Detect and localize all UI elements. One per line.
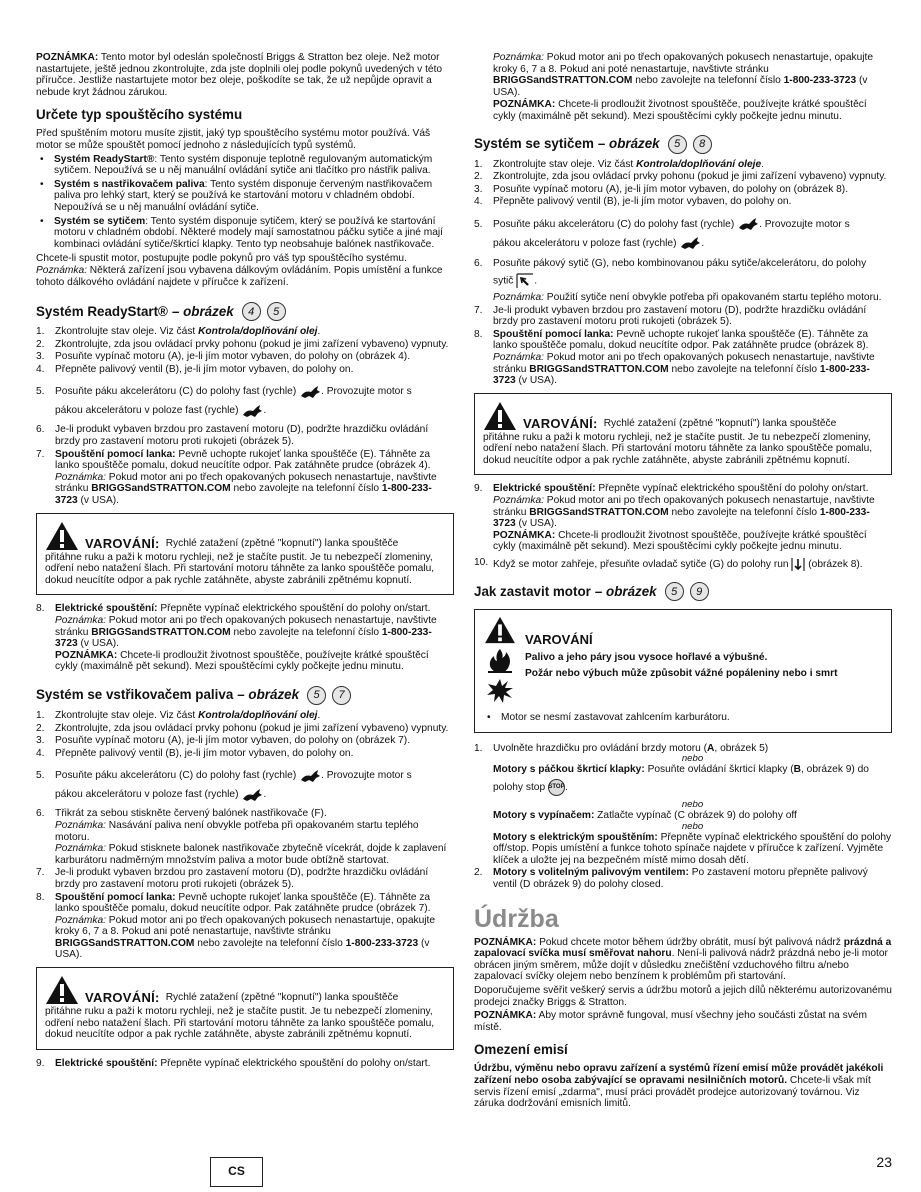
list-item: 8. Spouštění pomocí lanka: Pevně uchopte rukojeť lanka spouštěče (E). Táhněte za lanko spouštěče pomalu, dokud neucítíte odpor. Pak zatáhněte prudce (obrázek 7). Poznámka: Pokud motor ani po třech opakovaných pokusech nenastartuje, opakujte kroky 6, 7 a 8. Pokud ani poté nenastartuje, navštivte stránku BRIGGSandSTRATTON.COM nebo zavolejte na telefonní číslo 1-800-233-3723 (v USA). [36, 891, 436, 961]
list-item: 8. Elektrické spouštění: Přepněte vypínač elektrického spouštění do polohy on/start. Poznámka: Pokud motor ani po třech opakovaných pokusech nenastartuje, navštivte stránku BRIGGSandSTRATTON.COM nebo zavolejte na telefonní číslo 1-800-233-3723 (v USA). POZNÁMKA: Chcete-li prodloužit životnost spouštěče, používejte krátké spouštěcí cykly (maximálně pět sekund). Mezi spouštěcími cykly počkejte jednu minutu. [36, 603, 437, 673]
list-item: 6. Posuňte pákový sytič (G), nebo kombinovanou páku sytiče/akcelerátoru, do polohy sytič . Poznámka: Použití sytiče není obvykle potřeba při opakovaném startu teplého motoru. [474, 257, 882, 303]
choke-steps [474, 159, 892, 387]
figure-ref: 7 [332, 686, 351, 705]
list-item: 10. Když se motor zahřeje, přesuňte ovladač sytiče (G) do polohy run (obrázek 8). [474, 557, 863, 571]
starter-type-list [36, 154, 454, 251]
starter-type-note: Poznámka: Některá zařízení jsou vybavena dálkovým ovládáním. Popis umístění a funkce tohoto dálkového ovládání najdete v příručce k zařízení. [36, 264, 443, 288]
rabbit-icon [241, 403, 263, 419]
list-item: 6. Je-li produkt vybaven brzdou pro zastavení motoru (D), podržte hrazdičku ovládání brzdy pro zastavení motoru proti rukojeti (obrázek 5). [36, 424, 429, 448]
heading-starter-type: Určete typ spouštěcího systému [36, 107, 243, 123]
list-item: 1. Zkontrolujte stav oleje. Viz část Kontrola/doplňování olej. [36, 326, 321, 338]
list-item: 7. Je-li produkt vybaven brzdou pro zastavení motoru (D), podržte hrazdičku ovládání brzdy pro zastavení motoru proti rukojeti (obrázek 5). [36, 867, 429, 890]
list-item: 2. Zkontrolujte, zda jsou ovládací prvky pohonu (pokud je jimi zařízení vybaveno) vypnuty. [36, 338, 449, 350]
rabbit-icon [679, 235, 701, 251]
starter-type-after: Chcete-li spustit motor, postupujte podle pokynů pro váš typ spouštěcího systému. [36, 253, 407, 265]
list-item: 9. Elektrické spouštění: Přepněte vypínač elektrického spouštění do polohy on/start. Poznámka: Pokud motor ani po třech opakovaných pokusech nenastartuje, navštivte stránku BRIGGSandSTRATTON.COM nebo zavolejte na telefonní číslo 1-800-233-3723 (v USA). POZNÁMKA: Chcete-li prodloužit životnost spouštěče, používejte krátké spouštěcí cykly (maximálně pět sekund). Mezi spouštěcími cykly počkejte jednu minutu. [474, 483, 875, 553]
list-item: 7. Spouštění pomocí lanka: Pevně uchopte rukojeť lanka spouštěče (E). Táhněte za lanko spouštěče pomalu, dokud neucítíte odpor. Pak zatáhněte prudce (obrázek 4). Poznámka: Pokud motor ani po třech opakovaných pokusech nenastartuje, navštivte stránku BRIGGSandSTRATTON.COM nebo zavolejte na telefonní číslo 1-800-233-3723 (v USA). [36, 448, 437, 507]
list-item: 5. Posuňte páku akcelerátoru (C) do polohy fast (rychle) . Provozujte motor s pákou akcelerátoru v poloze fast (rychle) . [474, 215, 892, 253]
list-item: 3. Posuňte vypínač motoru (A), je-li jím motor vybaven, do polohy on (obrázek 4). [36, 351, 411, 363]
rabbit-icon [299, 384, 321, 400]
list-item: 4. Přepněte palivový ventil (B), je-li jím motor vybaven, do polohy on. [36, 747, 354, 759]
figure-ref: 5 [665, 582, 684, 601]
heading-stop: Jak zastavit motor – obrázek 5 9 [474, 582, 892, 601]
rabbit-icon [241, 787, 263, 803]
readystart-steps [36, 326, 454, 507]
fuel-warning-box: VAROVÁNÍ Palivo a jeho páry jsou vysoce hořlavé a výbušné. Požár nebo výbuch může způsobit vážné popáleniny nebo i smrt • Motor se nesmí zastavovat zahlcením karburátoru. [474, 609, 892, 733]
list-item: 4. Přepněte palivový ventil (B), je-li jím motor vybaven, do polohy on. [474, 196, 792, 208]
list-item: • Systém s nastřikovačem paliva: Tento systém disponuje červeným nastřikovačem paliva pro lehký start, který se používá ke startování motoru v chladném období. Nepoužívá se u něj manuální ovládání sytiče. [36, 179, 454, 214]
figure-ref: 5 [307, 686, 326, 705]
heading-choke: Systém se sytičem – obrázek 5 8 [474, 135, 892, 154]
figure-ref: 5 [668, 135, 687, 154]
list-item: • Systém se sytičem: Tento systém disponuje sytičem, který se používá ke startování motoru v chladném období. Některé modely mají samostatnou páčku sytiče a jiné mají kombinaci ovládání sytiče/škrticí klapky. Tento typ neobsahuje balónek nastřikovače. [36, 216, 454, 251]
list-item: 2. Zkontrolujte, zda jsou ovládací prvky pohonu (pokud je jimi zařízení vybaveno) vypnuty. [474, 171, 887, 183]
warning-triangle-icon [483, 401, 517, 431]
warning-triangle-icon [45, 975, 79, 1005]
section-title-maintenance: Údržba [474, 904, 559, 933]
warning-box: VAROVÁNÍ: Rychlé zatažení (zpětné "kopnutí") lanka spouštěče přitáhne ruku a paži k motoru rychleji, než je stačíte pustit. Je tu nebezpečí zlomeniny, odření nebo natažení šlach. Při startování motoru táhněte za lanko spouštěče pomalu, dokud neucítíte odpor a pak rychle zatáhněte, abyste zabránili zpětnému kopnutí. [36, 967, 454, 1050]
run-icon [791, 557, 805, 572]
warning-triangle-icon [484, 616, 516, 644]
left-column [36, 52, 454, 1071]
heading-primer: Systém se vstřikovačem paliva – obrázek 5 7 [36, 686, 454, 705]
warning-box: VAROVÁNÍ: Rychlé zatažení (zpětné "kopnutí") lanka spouštěče přitáhne ruku a paži k motoru rychleji, než je stačíte pustit. Je tu nebezpečí zlomeniny, odření nebo natažení šlach. Při startování motoru táhněte za lanko spouštěče pomalu, dokud neucítíte odpor a pak rychle zatáhněte, abyste zabránili zpětnému kopnutí. [474, 393, 892, 476]
maintenance-note-2: POZNÁMKA: Aby motor správně fungoval, musí všechny jeho součásti zůstat na svém místě. [474, 1010, 867, 1033]
intro-note: POZNÁMKA: Tento motor byl odeslán společností Briggs & Stratton bez oleje. Než motor nastartujete, ještě jednou zkontrolujte, zda jste doplnili olej podle pokynů uvedených v této příručce. Jestliže nastartujete motor bez oleje, poškodíte se tak, že už nepůjde opravit a nebude kryt žádnou zárukou. [36, 52, 443, 98]
list-item: • Systém ReadyStart®: Tento systém disponuje teplotně regulovaným automatickým sytičem. Nepoužívá se u něj manuální ovládání sytiče ani tlačítko pro nástřik paliva. [36, 154, 454, 177]
explosion-icon [486, 678, 514, 704]
list-item: 5. Posuňte páku akcelerátoru (C) do polohy fast (rychle) . Provozujte motor s pákou akcelerátoru v poloze fast (rychle) . [36, 382, 454, 420]
rabbit-icon [299, 768, 321, 784]
continued-note-2: POZNÁMKA: Chcete-li prodloužit životnost spouštěče, používejte krátké spouštěcí cykly (maximálně pět sekund). Mezi spouštěcími cykly počkejte jednu minutu. [493, 99, 867, 122]
list-item: 9. Elektrické spouštění: Přepněte vypínač elektrického spouštění do polohy on/start. [36, 1057, 431, 1069]
list-item: 7. Je-li produkt vybaven brzdou pro zastavení motoru (D), podržte hrazdičku ovládání brzdy pro zastavení motoru proti rukojeti (obrázek 5). [474, 304, 867, 328]
list-item: 4. Přepněte palivový ventil (B), je-li jím motor vybaven, do polohy on. [36, 363, 354, 375]
maintenance-note: POZNÁMKA: Pokud chcete motor během údržby obrátit, musí být palivová nádrž prázdná a zapalovací svíčka musí směřovat nahoru. Není-li palivová nádrž prázdná nebo je-li motor obrácen jiným směrem, může dojít v důsledku znečištění vzduchového filtru a/nebo zapalovací svíčky olejem nebo benzínem k problémům při startování. [474, 936, 892, 983]
page-number: 23 [876, 1154, 892, 1170]
list-item: • Motor se nesmí zastavovat zahlcením karburátoru. [483, 712, 883, 724]
list-item: 2. Motory s volitelným palivovým ventilem: Po zastavení motoru přepněte palivový ventil (D obrázek 9) do polohy closed. [474, 867, 868, 890]
figure-ref: 8 [693, 135, 712, 154]
language-tag: CS [210, 1157, 263, 1187]
figure-ref: 9 [690, 582, 709, 601]
list-item: 1. Zkontrolujte stav oleje. Viz část Kontrola/doplňování olej. [36, 709, 321, 721]
warning-triangle-icon [45, 521, 79, 551]
list-item: 1. Zkontrolujte stav oleje. Viz část Kontrola/doplňování oleje. [474, 158, 765, 170]
right-column [474, 52, 892, 1112]
continued-note: Poznámka: Pokud motor ani po třech opakovaných pokusech nenastartuje, opakujte kroky 6, 7 a 8. Pokud ani poté nenastartuje, navštivte stránku BRIGGSandSTRATTON.COM nebo zavolejte na telefonní číslo 1-800-233-3723 (v USA). [493, 52, 874, 98]
list-item: 3. Posuňte vypínač motoru (A), je-li jím motor vybaven, do polohy on (obrázek 8). [474, 183, 849, 195]
heading-readystart: Systém ReadyStart® – obrázek 4 5 [36, 302, 454, 321]
list-item: 6. Třikrát za sebou stiskněte červený balónek nastřikovače (F). Poznámka: Nasávání paliva není obvykle potřeba při opakovaném startu teplého motoru. Poznámka: Pokud stisknete balonek nastřikovače zbytečně vícekrát, dojde k zaplavení karburátoru nadměrným množstvím paliva a motor bude obtížně startovat. [36, 808, 447, 866]
stop-icon: STOP [548, 779, 565, 796]
figure-ref: 5 [267, 302, 286, 321]
warning-box: VAROVÁNÍ: Rychlé zatažení (zpětné "kopnutí") lanka spouštěče přitáhne ruku a paži k motoru rychleji, než je stačíte pustit. Je tu nebezpečí zlomeniny, odření nebo natažení šlach. Při startování motoru táhněte za lanko spouštěče pomalu, dokud neucítíte odpor a pak rychle zatáhněte, abyste zabránili zpětnému kopnutí. [36, 513, 454, 596]
primer-steps [36, 710, 454, 961]
stop-steps [474, 743, 892, 891]
starter-type-intro: Před spuštěním motoru musíte zjistit, jaký typ spouštěcího systému motor používá. Váš motor se může spouštět pomocí jednoho z následujících typů systémů. [36, 128, 431, 151]
emissions-text: Údržbu, výměnu nebo opravu zařízení a systémů řízení emisí může provádět jakékoli zařízení nebo osoba zabývající se opravami nesilničních motorů. Chcete-li však mít servis řízení emisí „zdarma", musí práci provádět prodejce autorizovaný továrnou. Viz záruka dodržování emisních limitů. [474, 1063, 884, 1110]
choke-icon [516, 273, 534, 289]
fire-icon [486, 648, 514, 674]
figure-ref: 4 [242, 302, 261, 321]
list-item: 5. Posuňte páku akcelerátoru (C) do polohy fast (rychle) . Provozujte motor s pákou akcelerátoru v poloze fast (rychle) . [36, 766, 454, 804]
list-item: 1. Uvolněte hrazdičku pro ovládání brzdy motoru (A, obrázek 5) nebo Motory s páčkou škrticí klapky: Posuňte ovládání škrticí klapky (B, obrázek 9) do polohy stop STOP. nebo Motory s vypínačem: Zatlačte vypínač (C obrázek 9) do polohy off nebo Motory s elektrickým spouštěním: Přepněte vypínač elektrického spouštění do polohy off/stop. Popis umístění a funkce tohoto spínače najdete v příručce k zařízení. Vyjměte klíček a uložte jej na bezpečném místě mimo dosah dětí. [474, 742, 892, 866]
list-item: 3. Posuňte vypínač motoru (A), je-li jím motor vybaven, do polohy on (obrázek 7). [36, 735, 411, 747]
rabbit-icon [737, 216, 759, 232]
list-item: 2. Zkontrolujte, zda jsou ovládací prvky pohonu (pokud je jimi zařízení vybaveno) vypnuty. [36, 722, 449, 734]
heading-emissions: Omezení emisí [474, 1042, 568, 1058]
list-item: 8. Spouštění pomocí lanka: Pevně uchopte rukojeť lanka spouštěče (E). Táhněte za lanko spouštěče pomalu, dokud neucítíte odpor. Pak zatáhněte prudce (obrázek 8). Poznámka: Pokud motor ani po třech opakovaných pokusech nenastartuje, navštivte stránku BRIGGSandSTRATTON.COM nebo zavolejte na telefonní číslo 1-800-233-3723 (v USA). [474, 328, 875, 387]
maintenance-recommend: Doporučujeme svěřit veškerý servis a údržbu motorů a jejich dílů některému autorizovanému prodejci značky Briggs & Stratton. [474, 984, 892, 1008]
